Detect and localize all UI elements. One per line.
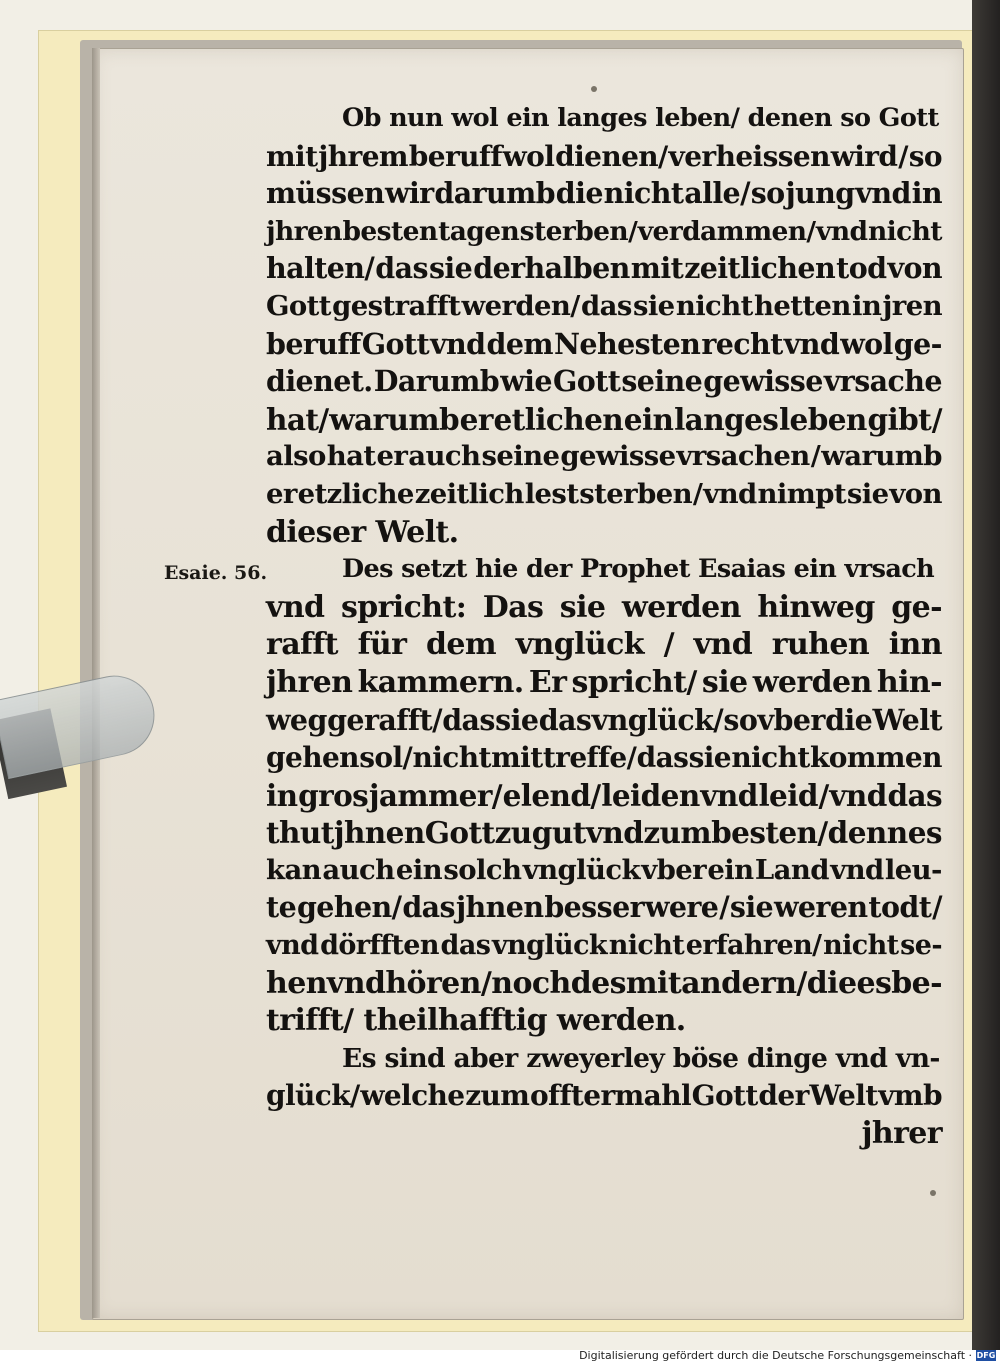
word: se- xyxy=(900,930,942,962)
word: nicht xyxy=(675,289,753,322)
word: vnd xyxy=(830,853,884,886)
text-line xyxy=(266,326,942,364)
word: etlichen xyxy=(493,401,624,437)
word: der xyxy=(758,1079,809,1113)
word: für xyxy=(357,627,407,663)
word: müssen xyxy=(266,176,385,211)
scanner-edge xyxy=(972,0,1000,1350)
text-line xyxy=(266,589,942,627)
word: zum xyxy=(465,1079,530,1113)
word: dienet. xyxy=(266,364,373,399)
line-text: Des setzt hie der Prophet Esaias ein vrsach xyxy=(342,554,935,585)
word: glück/ xyxy=(266,1079,360,1113)
line-text: trifft/ theilhafftig werden. xyxy=(266,1003,686,1039)
word: das xyxy=(636,741,689,775)
word: hen xyxy=(266,965,327,1001)
word: kammern. xyxy=(357,664,524,700)
word: vrsachen xyxy=(676,440,810,473)
word: die xyxy=(806,965,857,1001)
text-line xyxy=(266,100,942,138)
word: jammer/ xyxy=(368,777,502,813)
text-line xyxy=(266,551,942,589)
word: darumb xyxy=(434,176,555,211)
word: hin- xyxy=(876,664,942,700)
word: das xyxy=(442,702,495,737)
word: vnd xyxy=(855,176,911,211)
word: hat/ xyxy=(266,401,329,437)
text-line xyxy=(266,288,942,326)
word: / xyxy=(931,401,942,437)
word: treffe/ xyxy=(542,741,637,775)
word: leiden xyxy=(601,777,700,813)
top-dot-mark xyxy=(591,86,597,92)
word: gut xyxy=(531,815,586,851)
word: jren xyxy=(882,289,942,322)
margin-note: Esaie. 56. xyxy=(164,562,268,584)
word: beruff xyxy=(266,326,361,361)
line-text: Es sind aber zweyerley böse dinge vnd vn- xyxy=(342,1042,940,1074)
word: wie xyxy=(500,364,552,399)
word: verdammen/ xyxy=(637,215,816,247)
word: vnd xyxy=(585,815,644,851)
text-line xyxy=(266,401,942,439)
word: so xyxy=(908,139,942,173)
word: die xyxy=(555,176,603,211)
word: were xyxy=(644,890,719,925)
line-text: Ob nun wol ein langes leben/ denen so Gott xyxy=(342,103,939,133)
word: Gott xyxy=(552,364,621,399)
word: wol xyxy=(502,139,555,173)
word: die xyxy=(825,702,873,737)
word: / xyxy=(810,440,821,473)
word: vnglück/ xyxy=(591,702,724,737)
text-line xyxy=(266,363,942,401)
text-line xyxy=(266,965,942,1003)
text-line xyxy=(266,852,942,890)
text-line xyxy=(266,927,942,965)
word: tod xyxy=(836,251,887,286)
word: langes xyxy=(674,401,779,437)
word: vnd xyxy=(783,326,840,361)
word: in xyxy=(911,176,942,211)
word: sie xyxy=(495,702,539,737)
text-line xyxy=(266,476,942,514)
word: mit xyxy=(266,139,318,173)
word: halten/ xyxy=(266,251,375,286)
word: / xyxy=(663,627,674,663)
word: zum xyxy=(643,815,711,851)
word: nicht xyxy=(731,741,810,775)
text-line xyxy=(266,777,942,815)
word: in xyxy=(851,289,882,322)
word: das xyxy=(440,930,491,962)
word: Gott xyxy=(266,289,331,322)
text-line xyxy=(266,664,942,702)
word: sie xyxy=(729,890,774,925)
word: solch xyxy=(443,853,522,886)
word: noch xyxy=(491,965,571,1001)
word: in xyxy=(266,777,298,813)
word: sterben/ xyxy=(519,215,638,247)
word: vnglück xyxy=(522,853,640,886)
text-line xyxy=(266,814,942,852)
word: gehen/ xyxy=(296,890,402,925)
word: das xyxy=(375,251,428,286)
word: gerafft/ xyxy=(327,702,442,737)
word: Land xyxy=(754,853,829,886)
bottom-dot-mark xyxy=(930,1190,936,1196)
word: sie xyxy=(559,589,606,625)
word: Gott xyxy=(691,1079,758,1113)
word: vnd xyxy=(266,589,325,625)
word: nicht xyxy=(603,176,684,211)
word: hat xyxy=(326,440,376,473)
word: hetten xyxy=(753,289,851,322)
word: vnd xyxy=(703,477,757,510)
word: mit xyxy=(491,741,543,775)
word: also xyxy=(266,440,326,473)
word: vber xyxy=(641,853,707,886)
word: das xyxy=(887,777,942,813)
footer-credit: Digitalisierung gefördert durch die Deutsche Forschungsgemeinschaft · xyxy=(579,1349,972,1362)
word: ge- xyxy=(893,326,942,361)
word: rafft xyxy=(266,627,338,663)
word: jhren xyxy=(266,215,342,247)
word: etzliche xyxy=(297,477,414,510)
word: welche xyxy=(360,1079,465,1113)
word: nicht xyxy=(608,930,685,962)
word: dörfften xyxy=(320,930,439,962)
word: das xyxy=(580,289,632,322)
text-line xyxy=(266,1002,942,1040)
word: sie xyxy=(688,741,732,775)
word: zu xyxy=(494,815,532,851)
word: leu- xyxy=(884,853,942,886)
word: auch xyxy=(408,440,481,473)
word: vnd xyxy=(700,777,758,813)
word: todt xyxy=(868,890,932,925)
word: sol/ xyxy=(359,741,413,775)
word: dem xyxy=(486,326,553,361)
word: / xyxy=(932,890,942,925)
word: warumb xyxy=(821,440,942,473)
text-line xyxy=(266,438,942,476)
word: nicht xyxy=(412,741,491,775)
line-text: dieser Welt. xyxy=(266,514,459,550)
word: von xyxy=(887,251,942,286)
text-line xyxy=(266,626,942,664)
word: des xyxy=(570,965,626,1001)
word: seine xyxy=(481,440,560,473)
word: sie xyxy=(701,664,748,700)
word: Darumb xyxy=(373,364,500,399)
word: verheissen xyxy=(668,139,830,173)
word: auch xyxy=(322,853,395,886)
word: beruff xyxy=(408,139,502,173)
word: be- xyxy=(891,965,942,1001)
word: gewisse xyxy=(560,440,676,473)
word: jhnen xyxy=(333,815,425,851)
word: das xyxy=(538,702,592,737)
word: te xyxy=(266,890,297,925)
word: kommen xyxy=(809,741,942,775)
word: leid xyxy=(758,777,818,813)
word: Gott xyxy=(424,815,495,851)
word: von xyxy=(889,477,942,510)
word: vnd xyxy=(326,965,386,1001)
word: hinweg xyxy=(757,589,875,625)
word: gibt xyxy=(867,401,932,437)
word: so xyxy=(723,702,758,737)
word: nicht xyxy=(867,215,942,247)
word: derhalben xyxy=(473,251,630,286)
word: / xyxy=(818,777,829,813)
word: er xyxy=(266,477,297,510)
word: sterben xyxy=(579,477,692,510)
word: Er xyxy=(528,664,567,700)
word: weren xyxy=(773,890,868,925)
word: zeitlichen xyxy=(684,251,836,286)
word: jhrem xyxy=(318,139,408,173)
word: vnd xyxy=(430,326,486,361)
word: elend/ xyxy=(502,777,601,813)
word: denn xyxy=(827,815,908,851)
word: seine xyxy=(621,364,703,399)
word: recht xyxy=(701,326,783,361)
word: besten xyxy=(342,215,438,247)
text-line xyxy=(266,1040,942,1078)
text-line xyxy=(266,1115,942,1153)
word: lest xyxy=(524,477,579,510)
word: thut xyxy=(266,815,334,851)
word: ruhen xyxy=(771,627,870,663)
word: spricht: xyxy=(340,589,467,625)
word: inn xyxy=(888,627,942,663)
word: weg xyxy=(266,702,327,737)
word: leben xyxy=(778,401,867,437)
word: jhnen xyxy=(455,890,544,925)
word: vnd xyxy=(829,777,887,813)
word: vrsache xyxy=(823,364,942,399)
word: sie xyxy=(428,251,473,286)
word: vnd xyxy=(816,215,868,247)
word: werden xyxy=(621,589,741,625)
page-text xyxy=(266,100,942,1153)
line-text: jhrer xyxy=(861,1116,942,1152)
word: gestrafft xyxy=(332,289,461,322)
word: kan xyxy=(266,853,322,886)
word: Das xyxy=(482,589,544,625)
word: gewisse xyxy=(703,364,823,399)
word: ein xyxy=(623,401,674,437)
word: er xyxy=(376,440,408,473)
word: nicht xyxy=(823,930,899,962)
word: Gott xyxy=(361,326,430,361)
text-line xyxy=(266,889,942,927)
word: nimpt xyxy=(757,477,846,510)
text-line xyxy=(266,702,942,740)
word: / xyxy=(692,477,703,510)
word: gros xyxy=(298,777,369,813)
word: mit xyxy=(625,965,682,1001)
dfg-logo: DFG xyxy=(976,1351,996,1360)
text-line xyxy=(266,250,942,288)
word: zeitlich xyxy=(414,477,524,510)
word: jung xyxy=(785,176,855,211)
word: besser xyxy=(544,890,645,925)
word: Welt xyxy=(809,1079,878,1113)
word: vnglück xyxy=(515,627,644,663)
word: gehen xyxy=(266,741,359,775)
word: werden/ xyxy=(461,289,580,322)
word: werden xyxy=(752,664,872,700)
word: das xyxy=(402,890,455,925)
word: warumb xyxy=(329,401,459,437)
word: dem xyxy=(426,627,497,663)
text-line xyxy=(266,739,942,777)
word: / xyxy=(898,139,908,173)
word: Nehesten xyxy=(553,326,701,361)
word: vmb xyxy=(878,1079,942,1113)
text-line xyxy=(266,514,942,552)
word: Welt xyxy=(872,702,942,737)
word: ge- xyxy=(891,589,942,625)
word: andern/ xyxy=(681,965,807,1001)
word: ein xyxy=(395,853,443,886)
word: vnglück xyxy=(491,930,608,962)
word: alle/ xyxy=(684,176,750,211)
word: offtermahl xyxy=(529,1079,691,1113)
word: hören xyxy=(385,965,481,1001)
word: dienen/ xyxy=(555,139,668,173)
word: es xyxy=(856,965,892,1001)
word: / xyxy=(719,890,729,925)
word: sie xyxy=(632,289,675,322)
word: besten/ xyxy=(711,815,828,851)
word: wir xyxy=(385,176,434,211)
word: vnd xyxy=(693,627,753,663)
word: so xyxy=(750,176,785,211)
word: wird xyxy=(830,139,898,173)
word: tagen xyxy=(438,215,520,247)
word: / xyxy=(480,965,492,1001)
word: vber xyxy=(757,702,825,737)
word: mit xyxy=(630,251,684,286)
word: vnd xyxy=(266,930,319,962)
word: jhren xyxy=(266,664,353,700)
word: er xyxy=(459,401,493,437)
word: wol xyxy=(840,326,893,361)
word: ein xyxy=(707,853,754,886)
text-line xyxy=(266,1077,942,1115)
word: sie xyxy=(846,477,889,510)
word: es xyxy=(907,815,942,851)
word: erfahren/ xyxy=(685,930,822,962)
text-line xyxy=(266,175,942,213)
word: spricht/ xyxy=(571,664,697,700)
text-line xyxy=(266,213,942,251)
text-line xyxy=(266,138,942,176)
